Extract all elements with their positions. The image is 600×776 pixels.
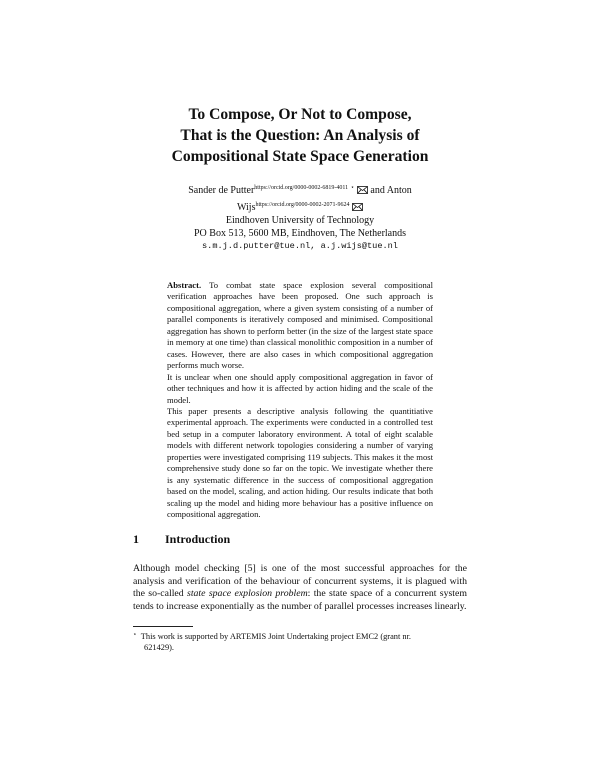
abstract-paragraph-3: This paper presents a descriptive analysis following the quantitiative experimental approach. The experiments were conducted in a controlled test bed setup in a computer laboratory environment. A total of eight scalable models with different network topologies considering a number of varying properties were investigated comprising 119 subjects. This makes it the most comprehensive study done so far on the topic. We investigate whether there is any systematic difference in the success of compositional aggregation based on the model, scaling, and action hiding. Our results indicate that both scaling up the model and hiding more behaviour has a positive influence on compositional aggregation. [167, 405, 433, 520]
footnote-line-1 [133, 630, 467, 642]
envelope-icon[interactable] [352, 203, 363, 211]
footnote-mark: ⋆ [350, 185, 355, 191]
abstract [167, 280, 433, 521]
footnote-symbol: ⋆ [133, 632, 137, 638]
envelope-icon[interactable] [357, 186, 368, 194]
affiliation [100, 215, 500, 253]
intro-text-before: Although model checking [5] is one of the most successful approaches for the analysis and verification of the behaviour of concurrent systems, it is plagued with the so-called [133, 563, 467, 600]
title-line-1: To Compose, Or Not to Compose, [188, 106, 412, 123]
intro-paragraph [133, 563, 467, 613]
intro-emphasis: state space explosion problem [187, 588, 308, 600]
footnote-text-1: This work is supported by ARTEMIS Joint Undertaking project EMC2 (grant nr. [140, 632, 412, 641]
orcid-link[interactable]: https://orcid.org/0000-0002-6819-4011 [254, 185, 349, 191]
section-number: 1 [133, 532, 139, 546]
abstract-paragraph-2: It is unclear when one should apply compositional aggregation in favor of other techniques and how it is affected by action hiding and the scale of the model. [167, 371, 433, 405]
introduction-text [133, 563, 467, 613]
paper-title [100, 104, 500, 167]
address: PO Box 513, 5600 MB, Eindhoven, The Netherlands [193, 227, 407, 239]
title-line-3: Compositional State Space Generation [171, 148, 429, 165]
intro-text-after: : the state space of a concurrent system tends to increase exponentially as the number of parallel processes increases linearly. [133, 588, 467, 612]
abstract-text-1: To combat state space explosion several compositional verification approaches have been proposed. One such approach is compositional aggregation, where a given system consisting of a number of parallel components is iteratively composed and minimised. Compositional aggregation has shown to perform better (in the size of the largest state space in memory at one time) than classical monolithic composition in a number of cases. However, there are also cases in which compositional aggregation performs much worse. [167, 280, 433, 371]
author-line-2 [100, 198, 500, 215]
institution: Eindhoven University of Technology [225, 215, 375, 226]
abstract-paragraph-1 [167, 280, 433, 372]
footnote [133, 630, 467, 654]
abstract-label: Abstract. [167, 280, 202, 290]
section-heading [133, 532, 230, 547]
orcid-link[interactable]: https://orcid.org/0000-0002-2071-9624 [255, 202, 350, 208]
footnote-line-2: 621429). [144, 643, 175, 653]
author-name: Wijs [236, 202, 256, 213]
section-title: Introduction [165, 532, 231, 546]
footnote-rule [133, 626, 193, 627]
title-line-2: That is the Question: An Analysis of [180, 127, 420, 144]
author-emails: s.m.j.d.putter@tue.nl, a.j.wijs@tue.nl [202, 241, 398, 251]
author-connector: and Anton [370, 185, 412, 196]
author-line-1 [100, 181, 500, 198]
author-name: Sander de Putter [188, 185, 255, 196]
author-list [100, 181, 500, 215]
